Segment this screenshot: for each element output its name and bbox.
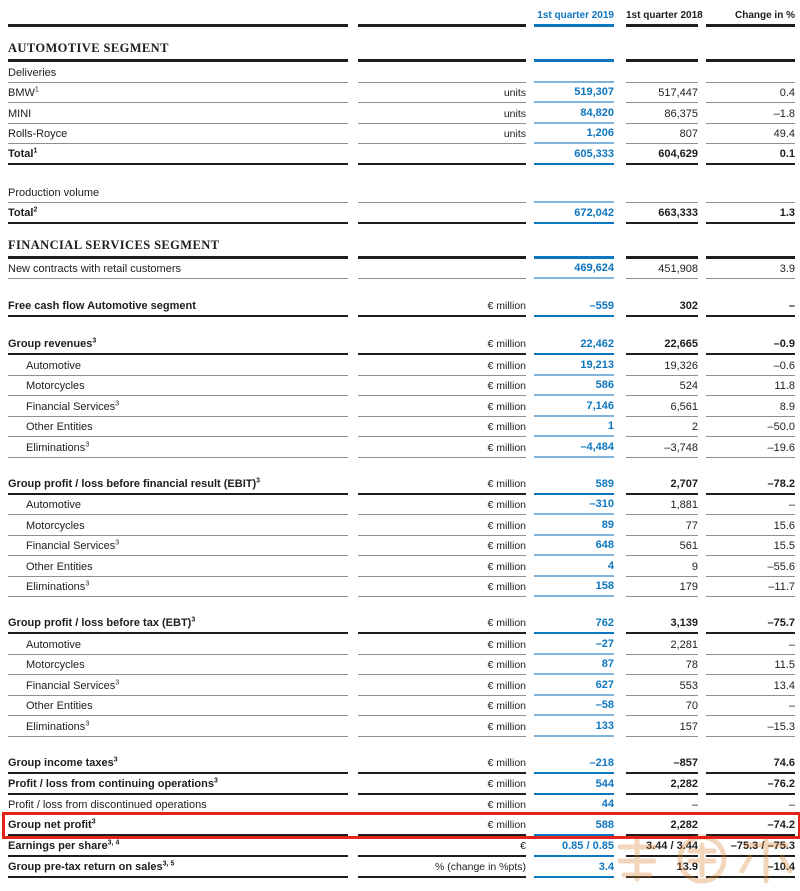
row-spacer bbox=[8, 165, 800, 182]
row-label-text: Group revenues bbox=[8, 338, 93, 350]
row-label bbox=[8, 639, 348, 655]
unit-cell: € million bbox=[358, 561, 526, 577]
value-2019-cell: 469,624 bbox=[534, 262, 614, 279]
value-2018-cell: 86,375 bbox=[626, 108, 698, 124]
value-2019-cell: 627 bbox=[534, 679, 614, 696]
row-label-footnote: 3 bbox=[115, 678, 120, 686]
row-spacer bbox=[8, 597, 800, 613]
change-cell: –0.6 bbox=[706, 360, 795, 376]
row-label-text: Earnings per share bbox=[8, 840, 108, 852]
unit-cell: € million bbox=[358, 360, 526, 376]
value-2018-cell: 604,629 bbox=[626, 148, 698, 165]
row-label bbox=[8, 300, 348, 317]
table-row bbox=[8, 675, 800, 696]
row-label-text: Financial Services bbox=[26, 400, 116, 413]
unit-cell: € million bbox=[358, 778, 526, 795]
row-spacer bbox=[8, 317, 800, 334]
row-label-text: Group income taxes bbox=[8, 756, 114, 769]
table-row bbox=[8, 474, 800, 495]
change-cell: – bbox=[706, 700, 795, 716]
table-row bbox=[8, 355, 800, 376]
unit-cell: € million bbox=[358, 639, 526, 655]
unit-cell: € million bbox=[358, 757, 526, 774]
change-cell: –15.3 bbox=[706, 721, 795, 737]
value-2019-cell: 519,307 bbox=[534, 86, 614, 103]
row-label-text: FINANCIAL SERVICES SEGMENT bbox=[8, 237, 220, 252]
value-2018-cell: 561 bbox=[626, 540, 698, 556]
section-header-row bbox=[8, 237, 800, 259]
row-label-footnote: 3, 4 bbox=[107, 839, 120, 847]
value-2019-cell: 158 bbox=[534, 580, 614, 597]
row-label bbox=[8, 840, 348, 857]
value-2019-cell: –218 bbox=[534, 757, 614, 774]
value-2019-cell: 588 bbox=[534, 819, 614, 836]
value-2019-cell: 544 bbox=[534, 778, 614, 795]
unit-cell: € million bbox=[358, 680, 526, 696]
change-cell: 74.6 bbox=[706, 757, 795, 774]
unit-cell: € million bbox=[358, 421, 526, 437]
change-cell: 15.6 bbox=[706, 520, 795, 536]
change-cell: –78.2 bbox=[706, 478, 795, 495]
value-2019-cell: 4 bbox=[534, 560, 614, 577]
row-label-text: BMW bbox=[8, 87, 35, 99]
table-row bbox=[8, 577, 800, 598]
change-cell: 15.5 bbox=[706, 540, 795, 556]
row-label-footnote: 3 bbox=[92, 337, 97, 345]
change-cell: –75.3 / –75.3 bbox=[706, 840, 795, 857]
table-row bbox=[8, 182, 800, 203]
value-2018-cell: 157 bbox=[626, 721, 698, 737]
value-2018-cell: 302 bbox=[626, 300, 698, 317]
table-row bbox=[8, 417, 800, 438]
row-label-footnote: 3 bbox=[115, 399, 120, 407]
row-label bbox=[8, 540, 348, 556]
row-label bbox=[8, 861, 348, 878]
change-cell: 3.9 bbox=[706, 263, 795, 279]
row-label bbox=[8, 67, 348, 83]
row-label-text: Automotive bbox=[26, 499, 82, 511]
change-cell: –0.9 bbox=[706, 338, 795, 355]
unit-cell: € million bbox=[358, 499, 526, 515]
row-label-footnote: 3, 5 bbox=[162, 860, 175, 868]
row-label bbox=[8, 499, 348, 515]
value-2019-cell: –559 bbox=[534, 300, 614, 317]
table-row bbox=[8, 655, 800, 676]
row-label-footnote: 2 bbox=[33, 205, 38, 213]
column-headers-row bbox=[8, 6, 800, 27]
value-2019-cell: 1 bbox=[534, 420, 614, 437]
row-label bbox=[8, 442, 348, 458]
change-cell: – bbox=[706, 499, 795, 515]
row-label bbox=[8, 108, 348, 124]
value-2018-cell: 663,333 bbox=[626, 207, 698, 224]
row-label-text: Total bbox=[8, 206, 34, 219]
unit-cell: € bbox=[358, 840, 526, 857]
value-2018-cell: 6,561 bbox=[626, 401, 698, 417]
row-label bbox=[8, 721, 348, 737]
row-label-text: Financial Services bbox=[26, 679, 116, 692]
row-label-text: Free cash flow Automotive segment bbox=[8, 300, 196, 312]
section-header-row bbox=[8, 41, 800, 62]
row-label bbox=[8, 478, 348, 495]
unit-cell: € million bbox=[358, 300, 526, 317]
unit-cell: units bbox=[358, 128, 526, 144]
row-label-text: Rolls-Royce bbox=[8, 128, 68, 140]
value-2019-cell: –27 bbox=[534, 638, 614, 655]
change-cell: – bbox=[706, 300, 795, 317]
row-label-footnote: 3 bbox=[256, 476, 261, 484]
row-label-text: Profit / loss from continuing operations bbox=[8, 777, 214, 790]
row-label bbox=[8, 338, 348, 355]
row-label-footnote: 3 bbox=[85, 719, 90, 727]
value-2019-cell: 84,820 bbox=[534, 107, 614, 124]
row-label-text: Profit / loss from discontinued operations bbox=[8, 799, 207, 811]
value-2019-cell: 3.4 bbox=[534, 861, 614, 878]
col-header-q1-2018: 1st quarter 2018 bbox=[626, 10, 698, 27]
value-2019-cell: 133 bbox=[534, 720, 614, 737]
value-2018-cell: 451,908 bbox=[626, 263, 698, 279]
row-spacer bbox=[8, 737, 800, 753]
unit-cell: € million bbox=[358, 721, 526, 737]
row-label bbox=[8, 819, 348, 836]
value-2018-cell: 2,281 bbox=[626, 639, 698, 655]
row-label-text: Eliminations bbox=[26, 720, 86, 733]
table-row bbox=[8, 795, 800, 816]
value-2018-cell: – bbox=[626, 799, 698, 815]
row-label-footnote: 3 bbox=[91, 818, 96, 826]
value-2019-cell: 0.85 / 0.85 bbox=[534, 840, 614, 857]
value-2018-cell: 517,447 bbox=[626, 87, 698, 103]
table-row bbox=[8, 62, 800, 83]
highlighted-row bbox=[8, 815, 800, 836]
value-2019-cell: 7,146 bbox=[534, 400, 614, 417]
table-row bbox=[8, 124, 800, 145]
row-label bbox=[8, 757, 348, 774]
value-2019-cell: 44 bbox=[534, 798, 614, 815]
value-2018-cell: 2 bbox=[626, 421, 698, 437]
row-label bbox=[8, 128, 348, 144]
unit-cell: € million bbox=[358, 617, 526, 634]
table-row bbox=[8, 696, 800, 717]
row-label bbox=[8, 148, 348, 165]
value-2019-cell: –58 bbox=[534, 699, 614, 716]
change-cell: –55.6 bbox=[706, 561, 795, 577]
row-label-text: Group pre-tax return on sales bbox=[8, 861, 163, 873]
change-cell: 8.9 bbox=[706, 401, 795, 417]
change-cell: –75.7 bbox=[706, 617, 795, 634]
row-spacer bbox=[8, 458, 800, 474]
table-row bbox=[8, 203, 800, 224]
unit-cell: € million bbox=[358, 700, 526, 716]
row-label-footnote: 3 bbox=[113, 755, 118, 763]
row-label bbox=[8, 421, 348, 437]
table-row bbox=[8, 774, 800, 795]
unit-cell: € million bbox=[358, 799, 526, 815]
row-label-footnote: 1 bbox=[33, 147, 38, 155]
table-row bbox=[8, 536, 800, 557]
value-2018-cell: 2,282 bbox=[626, 819, 698, 836]
value-2018-cell: 179 bbox=[626, 581, 698, 597]
unit-cell: € million bbox=[358, 380, 526, 396]
row-label-text: Motorcycles bbox=[26, 659, 85, 671]
row-label-footnote: 3 bbox=[115, 539, 120, 547]
change-cell: –76.2 bbox=[706, 778, 795, 795]
unit-cell: units bbox=[358, 108, 526, 124]
row-label-text: Group profit / loss before tax (EBT) bbox=[8, 617, 192, 629]
unit-cell: € million bbox=[358, 442, 526, 458]
value-2019-cell: 586 bbox=[534, 379, 614, 396]
value-2019-cell: 89 bbox=[534, 519, 614, 536]
row-label bbox=[8, 207, 348, 224]
value-2018-cell: –3,748 bbox=[626, 442, 698, 458]
unit-cell: € million bbox=[358, 338, 526, 355]
row-label-footnote: 1 bbox=[34, 86, 39, 94]
value-2018-cell: 70 bbox=[626, 700, 698, 716]
change-cell: –10.4 bbox=[706, 861, 795, 878]
table-row bbox=[8, 495, 800, 516]
value-2018-cell: 19,326 bbox=[626, 360, 698, 376]
row-label bbox=[8, 778, 348, 795]
change-cell: –50.0 bbox=[706, 421, 795, 437]
change-cell: 11.8 bbox=[706, 380, 795, 396]
unit-cell: € million bbox=[358, 520, 526, 536]
unit-cell: units bbox=[358, 87, 526, 103]
row-label-text: New contracts with retail customers bbox=[8, 263, 181, 275]
row-label bbox=[8, 360, 348, 376]
value-2019-cell: 762 bbox=[534, 617, 614, 634]
value-2019-cell: –4,484 bbox=[534, 441, 614, 458]
value-2018-cell: 2,707 bbox=[626, 478, 698, 495]
unit-cell: € million bbox=[358, 401, 526, 417]
change-cell: –11.7 bbox=[706, 581, 795, 597]
change-cell: 0.4 bbox=[706, 87, 795, 103]
table-row bbox=[8, 613, 800, 634]
row-label bbox=[8, 263, 348, 279]
change-cell: – bbox=[706, 799, 795, 815]
value-2018-cell: 9 bbox=[626, 561, 698, 577]
table-row bbox=[8, 83, 800, 104]
change-cell: 11.5 bbox=[706, 659, 795, 675]
table-row bbox=[8, 396, 800, 417]
row-label bbox=[8, 238, 348, 259]
row-label bbox=[8, 187, 348, 203]
unit-cell: € million bbox=[358, 478, 526, 495]
table-row bbox=[8, 836, 800, 857]
row-label-text: Group profit / loss before financial result (EBIT) bbox=[8, 477, 257, 490]
unit-cell: % (change in %pts) bbox=[358, 861, 526, 878]
row-label-text: Automotive bbox=[26, 359, 82, 372]
value-2019-cell: 648 bbox=[534, 539, 614, 556]
value-2019-cell: 589 bbox=[534, 478, 614, 495]
table-row bbox=[8, 144, 800, 165]
table-row bbox=[8, 556, 800, 577]
table-row bbox=[8, 437, 800, 458]
table-row bbox=[8, 296, 800, 317]
table-row bbox=[8, 259, 800, 280]
col-header-q1-2019: 1st quarter 2019 bbox=[534, 10, 614, 27]
row-label bbox=[8, 799, 348, 815]
row-label-text: Group net profit bbox=[8, 819, 92, 831]
table-row bbox=[8, 334, 800, 355]
value-2018-cell: –857 bbox=[626, 757, 698, 774]
row-label-text: Other Entities bbox=[26, 560, 93, 573]
row-label-text: Motorcycles bbox=[26, 519, 85, 532]
unit-cell: € million bbox=[358, 581, 526, 597]
value-2019-cell: 672,042 bbox=[534, 207, 614, 224]
row-spacer bbox=[8, 279, 800, 296]
value-2018-cell: 77 bbox=[626, 520, 698, 536]
row-label-text: Total bbox=[8, 148, 34, 160]
value-2018-cell: 524 bbox=[626, 380, 698, 396]
unit-cell: € million bbox=[358, 540, 526, 556]
row-label-text: AUTOMOTIVE SEGMENT bbox=[8, 41, 169, 55]
table-row bbox=[8, 857, 800, 878]
row-label bbox=[8, 41, 348, 62]
value-2018-cell: 13.9 bbox=[626, 861, 698, 878]
row-label-footnote: 3 bbox=[191, 616, 196, 624]
row-label-text: Production volume bbox=[8, 186, 100, 199]
row-label-text: Eliminations bbox=[26, 581, 86, 593]
change-cell: – bbox=[706, 639, 795, 655]
row-label-text: Motorcycles bbox=[26, 380, 85, 392]
row-label bbox=[8, 617, 348, 634]
value-2019-cell: 87 bbox=[534, 658, 614, 675]
row-label bbox=[8, 700, 348, 716]
change-cell: 49.4 bbox=[706, 128, 795, 144]
value-2018-cell: 2,282 bbox=[626, 778, 698, 795]
value-2018-cell: 553 bbox=[626, 680, 698, 696]
row-label bbox=[8, 581, 348, 597]
row-label bbox=[8, 87, 348, 103]
row-label-footnote: 3 bbox=[213, 776, 218, 784]
value-2019-cell: 22,462 bbox=[534, 338, 614, 355]
change-cell: –19.6 bbox=[706, 442, 795, 458]
row-label-footnote: 3 bbox=[85, 440, 90, 448]
row-label-text: Financial Services bbox=[26, 540, 116, 552]
change-cell: 0.1 bbox=[706, 148, 795, 165]
col-header-change: Change in % bbox=[706, 10, 795, 27]
row-label-text: Eliminations bbox=[26, 441, 86, 454]
change-cell: –1.8 bbox=[706, 108, 795, 124]
row-label-text: Other Entities bbox=[26, 421, 93, 433]
row-label bbox=[8, 401, 348, 417]
value-2018-cell: 3,139 bbox=[626, 617, 698, 634]
value-2018-cell: 807 bbox=[626, 128, 698, 144]
row-label bbox=[8, 380, 348, 396]
row-label-text: Automotive bbox=[26, 638, 82, 651]
change-cell: –74.2 bbox=[706, 819, 795, 836]
row-label bbox=[8, 680, 348, 696]
unit-cell: € million bbox=[358, 819, 526, 836]
value-2019-cell: 605,333 bbox=[534, 148, 614, 165]
row-label-text: MINI bbox=[8, 107, 32, 120]
value-2019-cell: 1,206 bbox=[534, 127, 614, 144]
unit-cell: € million bbox=[358, 659, 526, 675]
table-row bbox=[8, 103, 800, 124]
row-label-text: Other Entities bbox=[26, 700, 93, 712]
value-2018-cell: 78 bbox=[626, 659, 698, 675]
table-row bbox=[8, 716, 800, 737]
row-label bbox=[8, 561, 348, 577]
change-cell: 1.3 bbox=[706, 207, 795, 224]
row-label bbox=[8, 659, 348, 675]
value-2019-cell: –310 bbox=[534, 498, 614, 515]
table-row bbox=[8, 376, 800, 397]
table-row bbox=[8, 515, 800, 536]
change-cell: 13.4 bbox=[706, 680, 795, 696]
row-label bbox=[8, 520, 348, 536]
row-label-text: Deliveries bbox=[8, 66, 57, 79]
value-2019-cell: 19,213 bbox=[534, 359, 614, 376]
row-label-footnote: 3 bbox=[85, 580, 90, 588]
value-2018-cell: 22,665 bbox=[626, 338, 698, 355]
table-row bbox=[8, 634, 800, 655]
value-2018-cell: 3.44 / 3.44 bbox=[626, 840, 698, 857]
value-2018-cell: 1,881 bbox=[626, 499, 698, 515]
table-row bbox=[8, 753, 800, 774]
